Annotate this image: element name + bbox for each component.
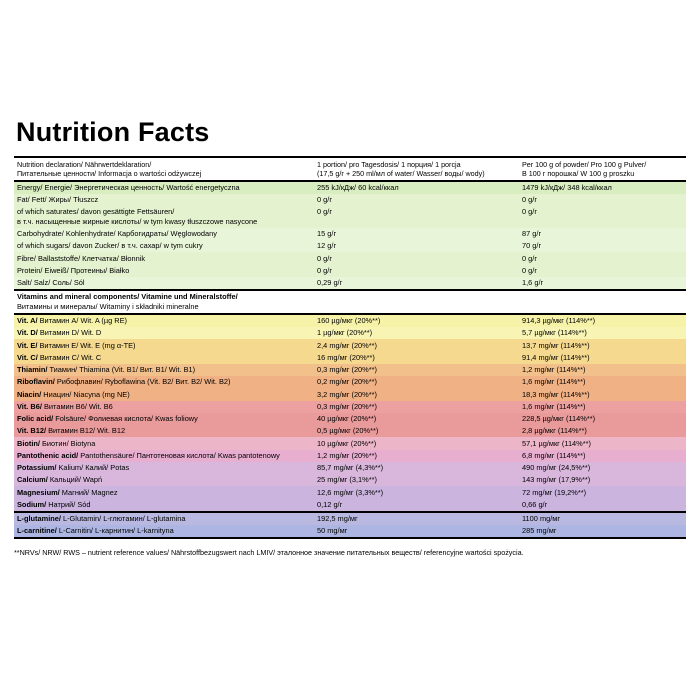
row-label-rest: Витамин E/ Wit. E (mg α-TE) — [37, 340, 136, 350]
row-label-key: L-carnitine/ — [17, 526, 57, 536]
row-per100-value: 18,3 mg/мг (114%**) — [522, 389, 590, 399]
row-label-rest: Биотин/ Biotyna — [40, 438, 96, 448]
row-label — [14, 314, 314, 327]
table-row — [14, 206, 686, 228]
row-label-key: L-glutamine/ — [17, 514, 61, 524]
row-label — [14, 413, 314, 425]
row-portion-value: 25 mg/мг (3,1%**) — [317, 475, 377, 485]
row-label — [14, 450, 314, 462]
row-label-line1: of which saturates/ davon gesättigte Fettsäuren/ — [17, 207, 175, 217]
row-per100-value: 72 mg/мг (19,2%**) — [522, 487, 587, 497]
table-row — [14, 525, 686, 538]
row-per100-value: 2,8 µg/мкг (114%**) — [522, 426, 587, 436]
row-label-key: Vit. D/ — [17, 328, 38, 338]
row-per100-value: 914,3 µg/мкг (114%**) — [522, 316, 596, 326]
row-label: of which sugars/ davon Zucker/ в т.ч. сахар/ w tym cukry — [17, 241, 203, 251]
table-row — [14, 327, 686, 339]
row-per100-value: 70 g/г — [522, 241, 542, 251]
table-row — [14, 474, 686, 486]
row-portion-value: 40 µg/мкг (20%**) — [317, 414, 377, 424]
row-label — [14, 474, 314, 486]
row-label-rest: Натрий/ Sód — [46, 499, 91, 509]
row-label — [14, 388, 314, 400]
row-label-rest: Pantothensäure/ Пантотеновая кислота/ Kwas pantotenowy — [78, 450, 280, 460]
row-portion-value: 0,3 mg/мг (20%**) — [317, 365, 377, 375]
row-label — [14, 352, 314, 364]
row-label — [14, 425, 314, 437]
row-label — [14, 339, 314, 351]
row-per100-value: 0 g/г — [522, 207, 538, 217]
row-label-rest: Магний/ Magnez — [59, 487, 118, 497]
table-row — [14, 401, 686, 413]
footnote-nrv: **NRVs/ NRW/ RWS – nutrient reference values/ Nährstoffbezugswert nach LMIV/ эталонное значение питательных веществ/ referencyjne wartości spożycia. — [14, 548, 524, 558]
table-row — [14, 265, 686, 277]
row-portion-value: 255 kJ/кДж/ 60 kcal/ккал — [317, 182, 399, 192]
row-portion-value: 3,2 mg/мг (20%**) — [317, 389, 377, 399]
row-label: Carbohydrate/ Kohlenhydrate/ Карбогидраты/ Węglowodany — [17, 229, 217, 239]
header-declaration-line1: Nutrition declaration/ Nährwertdeklaration/ — [17, 159, 152, 169]
row-label-rest: Витамин B12/ Wit. B12 — [46, 426, 126, 436]
header-cell-declaration — [14, 157, 314, 180]
row-label — [14, 512, 314, 525]
row-label — [14, 462, 314, 474]
row-portion-value: 85,7 mg/мг (4,3%**) — [317, 463, 384, 473]
table-row — [14, 450, 686, 462]
row-per100-value: 57,1 µg/мкг (114%**) — [522, 438, 591, 448]
row-per100-value: 0 g/г — [522, 265, 538, 275]
table-header-row — [14, 157, 686, 180]
row-label-key: Vit. B12/ — [17, 426, 47, 436]
row-label-key: Niacin/ — [17, 389, 42, 399]
row-label-rest: Витамин B6/ Wit. B6 — [41, 401, 113, 411]
row-portion-value: 2,4 mg/мг (20%**) — [317, 340, 377, 350]
row-label-key: Pantothenic acid/ — [17, 450, 79, 460]
table-row — [14, 252, 686, 264]
row-per100-value: 1,6 g/г — [522, 278, 544, 288]
table-row — [14, 240, 686, 252]
table-row — [14, 437, 686, 449]
header-cell-per100 — [519, 157, 686, 180]
row-label-key: Potassium/ — [17, 463, 57, 473]
row-portion-value: 0,5 µg/мкг (20%**) — [317, 426, 379, 436]
row-label-key: Calcium/ — [17, 475, 48, 485]
row-portion-value: 192,5 mg/мг — [317, 514, 358, 524]
row-portion-value: 160 µg/мкг (20%**) — [317, 316, 381, 326]
table-row — [14, 462, 686, 474]
row-label-rest: Витамин С/ Wit. C — [37, 352, 102, 362]
row-label-rest: Рибофлавин/ Ryboflawina (Vit. B2/ Вит. B2/ Wit. B2) — [54, 377, 231, 387]
table-row — [14, 339, 686, 351]
row-portion-value: 1 µg/мкг (20%**) — [317, 328, 373, 338]
table-row — [14, 228, 686, 240]
row-label — [14, 437, 314, 449]
row-per100-value: 143 mg/мг (17,9%**) — [522, 475, 591, 485]
row-per100-value: 1100 mg/мг — [522, 514, 561, 524]
header-per100-line1: Per 100 g of powder/ Pro 100 g Pulver/ — [522, 159, 647, 169]
row-label-key: Vit. C/ — [17, 352, 38, 362]
row-portion-value: 15 g/г — [317, 229, 337, 239]
row-portion-value: 0 g/г — [317, 265, 333, 275]
row-label-rest: Kalium/ Калий/ Potas — [56, 463, 130, 473]
row-per100-value: 490 mg/мг (24,5%**) — [522, 463, 591, 473]
row-portion-value: 1,2 mg/мг (20%**) — [317, 450, 377, 460]
row-label: Protein/ Eiweiß/ Протеины/ Białko — [17, 265, 130, 275]
row-label — [14, 525, 314, 538]
row-per100-value: 1479 kJ/кДж/ 348 kcal/ккал — [522, 182, 612, 192]
row-per100-value: 228,5 µg/мкг (114%**) — [522, 414, 596, 424]
table-row — [14, 388, 686, 400]
row-label-rest: Тиамин/ Thiamina (Vit. B1/ Вит. B1/ Wit. B1) — [47, 365, 196, 375]
row-per100-value: 0 g/г — [522, 253, 538, 263]
row-portion-value: 0,3 mg/мг (20%**) — [317, 401, 377, 411]
header-per100-line2: В 100 г порошка/ W 100 g proszku — [522, 168, 635, 178]
table-row — [14, 413, 686, 425]
table-row — [14, 425, 686, 437]
row-label-key: Thiamin/ — [17, 365, 48, 375]
row-label — [14, 486, 314, 498]
vitamins-section-header-cell — [14, 290, 686, 314]
row-per100-value: 1,6 mg/мг (114%**) — [522, 377, 586, 387]
row-label-rest: Витамин А/ Wit. A (µg RE) — [37, 316, 128, 326]
table-row — [14, 352, 686, 364]
table-row — [14, 181, 686, 194]
row-label — [14, 499, 314, 512]
row-label-rest: Витамин D/ Wit. D — [37, 328, 102, 338]
header-declaration-line2: Питательные ценности/ Informacja o wartości odżywczej — [17, 168, 202, 178]
row-label-key: Vit. B6/ — [17, 401, 42, 411]
row-portion-value: 0 g/г — [317, 207, 333, 217]
table-row — [14, 486, 686, 498]
row-label — [14, 327, 314, 339]
row-portion-value: 50 mg/мг — [317, 526, 348, 536]
row-label-rest: Кальций/ Wapń — [47, 475, 103, 485]
row-label — [14, 364, 314, 376]
row-per100-value: 6,8 mg/мг (114%**) — [522, 450, 586, 460]
row-portion-value: 12,6 mg/мг (3,3%**) — [317, 487, 384, 497]
vitamins-section-header — [14, 290, 686, 314]
row-label: Fat/ Fett/ Жиры/ Tłuszcz — [17, 195, 99, 205]
vitamins-header-line2: Витамины и минералы/ Witaminy i składniki mineralne — [17, 301, 199, 311]
row-portion-value: 0,2 mg/мг (20%**) — [317, 377, 377, 387]
header-cell-portion — [314, 157, 519, 180]
row-label-key: Sodium/ — [17, 499, 47, 509]
row-label: Fibre/ Ballaststoffe/ Клетчатка/ Błonnik — [17, 253, 146, 263]
row-label-rest: L-Glutamin/ L-глютамин/ L-glutamina — [60, 514, 186, 524]
row-label — [14, 376, 314, 388]
table-row — [14, 194, 686, 206]
row-portion-value: 0,29 g/г — [317, 278, 343, 288]
header-portion-line2: (17,5 g/г + 250 ml/мл of water/ Wasser/ воды/ wody) — [317, 168, 485, 178]
row-label-key: Biotin/ — [17, 438, 40, 448]
table-row — [14, 376, 686, 388]
row-portion-value: 16 mg/мг (20%**) — [317, 352, 375, 362]
row-label-key: Folic acid/ — [17, 414, 54, 424]
row-label-rest: L-Carnitin/ L-карнитин/ L-karnityna — [56, 526, 174, 536]
page-title: Nutrition Facts — [16, 117, 210, 147]
row-per100-value: 13,7 mg/мг (114%**) — [522, 340, 590, 350]
nutrition-facts-table — [14, 156, 686, 539]
row-portion-value: 12 g/г — [317, 241, 337, 251]
row-portion-value: 0 g/г — [317, 253, 333, 263]
row-per100-value: 285 mg/мг — [522, 526, 557, 536]
header-portion-line1: 1 portion/ pro Tagesdosis/ 1 порция/ 1 porcja — [317, 159, 461, 169]
table-row — [14, 364, 686, 376]
row-label: Energy/ Energie/ Энергетическая ценность/ Wartość energetyczna — [17, 182, 240, 192]
row-label-key: Vit. A/ — [17, 316, 38, 326]
row-per100-value: 1,6 mg/мг (114%**) — [522, 401, 586, 411]
row-per100-value: 0,66 g/г — [522, 499, 548, 509]
vitamins-header-line1: Vitamins and mineral components/ Vitamine und Mineralstoffe/ — [17, 292, 238, 302]
row-label-key: Riboflavin/ — [17, 377, 55, 387]
row-label-key: Magnesium/ — [17, 487, 60, 497]
table-row — [14, 277, 686, 290]
row-label: Salt/ Salz/ Соль/ Sól — [17, 278, 85, 288]
row-label-key: Vit. E/ — [17, 340, 38, 350]
table-row — [14, 512, 686, 525]
row-per100-value: 87 g/г — [522, 229, 542, 239]
row-label — [14, 206, 314, 228]
row-portion-value: 0 g/г — [317, 195, 333, 205]
row-per100-value: 1,2 mg/мг (114%**) — [522, 365, 586, 375]
row-label-rest: Ниацин/ Niacyna (mg NE) — [41, 389, 130, 399]
row-per100-value: 0 g/г — [522, 195, 538, 205]
row-portion-value: 10 µg/мкг (20%**) — [317, 438, 377, 448]
row-per100-value: 5,7 µg/мкг (114%**) — [522, 328, 587, 338]
table-row — [14, 499, 686, 512]
row-label-rest: Folsäure/ Фолиевая кислота/ Kwas foliowy — [53, 414, 198, 424]
table-row — [14, 314, 686, 327]
row-per100-value: 91,4 mg/мг (114%**) — [522, 352, 590, 362]
row-portion-value: 0,12 g/г — [317, 499, 343, 509]
row-label-line2: в т.ч. насыщенные жирные кислоты/ w tym kwasy tłuszczowe nasycone — [17, 216, 258, 226]
row-label — [14, 401, 314, 413]
